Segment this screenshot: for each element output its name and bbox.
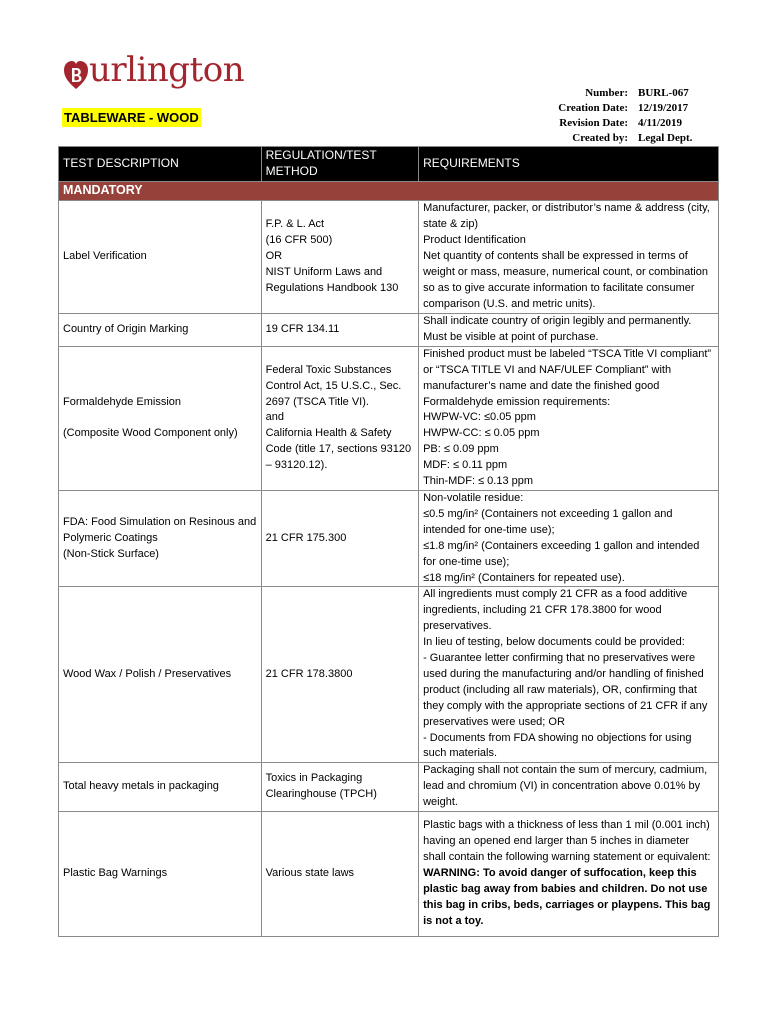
meta-creation-date [530,101,692,116]
test-description-cell [59,346,262,490]
requirements-cell-line: Net quantity of contents shall be expressed in terms of weight or mass, measure, numerical count, or combination so as to give accurate information to facilitate consumer comparison (U.S. and metric units). [423,250,708,310]
test-description-cell-line: (Non-Stick Surface) [63,547,159,560]
test-description-cell-line: (Composite Wood Component only) [63,427,238,440]
burlington-logo [64,44,244,90]
requirements-cell-line: - Guarantee letter confirming that no preservatives were used during the manufacturing and/or handling of finished product (including all raw materials), OR, confirming that they comply with the appropriate sections of 21 CFR if any preservatives were used; OR [423,652,708,728]
regulation-method-cell-line: 21 CFR 175.300 [265,531,347,544]
requirements-cell-line: Plastic bags with a thickness of less than 1 mil (0.001 inch) having an opened end larger than 5 inches in diameter shall contain the following warning statement or equivalent: [423,819,711,864]
meta-label: Revision Date: [559,117,628,129]
requirements-cell-line: Packaging shall not contain the sum of mercury, cadmium, lead and chromium (VI) in concentration above 0.01% by weight. [423,764,708,809]
document-meta [530,86,692,146]
meta-created-by [530,131,692,146]
requirements-cell-line: ≤1.8 mg/in² (Containers exceeding 1 gallon and intended for one-time use); [423,539,700,568]
requirements-cell-line: HWPW-CC: ≤ 0.05 ppm [423,427,540,440]
test-description-cell-line: FDA: Food Simulation on Resinous and Polymeric Coatings [63,515,257,544]
requirements-cell-line: All ingredients must comply 21 CFR as a food additive ingredients, including 21 CFR 178.3800 for wood preservatives. [423,588,688,633]
requirements-cell [419,490,719,586]
meta-value: BURL-067 [638,87,689,99]
test-description-cell-line: Label Verification [63,250,147,263]
section-label: MANDATORY [59,182,719,201]
requirements-cell-line: Formaldehyde emission requirements: [423,395,611,408]
requirements-cell-line: Non-volatile residue: [423,491,524,504]
table-row [59,490,719,586]
regulation-method-cell [261,346,418,490]
table-body [59,201,719,937]
requirements-cell-line: HWPW-VC: ≤0.05 ppm [423,411,536,424]
meta-revision-date [530,116,692,131]
header-requirements: REQUIREMENTS [419,147,719,182]
requirements-cell-line: Shall indicate country of origin legibly and permanently. Must be visible at point of purchase. [423,315,692,343]
test-description-cell-line [63,410,257,426]
requirements-cell [419,812,719,937]
document-title: TABLEWARE - WOOD [64,110,199,125]
heart-b-logo-mark [64,60,88,90]
table-header-row [59,147,719,182]
regulation-method-cell-line: California Health & Safety Code (title 17, sections 93120 – 93120.12). [265,427,412,472]
table-row [59,763,719,812]
warning-statement: WARNING: To avoid danger of suffocation, keep this plastic bag away from babies and children. Do not use this bag in cribs, beds, carriages or playpens. This bag is not a toy. [423,867,711,927]
table-row [59,587,719,763]
table-row [59,812,719,937]
test-description-cell-line: Plastic Bag Warnings [63,867,168,880]
test-description-cell-line: Formaldehyde Emission [63,395,181,408]
test-description-cell [59,763,262,812]
requirements-cell [419,201,719,314]
regulation-method-cell-line: Various state laws [265,867,355,880]
requirements-cell-line: In lieu of testing, below documents could be provided: [423,636,685,649]
requirements-cell-line: Thin-MDF: ≤ 0.13 ppm [423,475,534,488]
table-row [59,201,719,314]
test-description-cell-line: Wood Wax / Polish / Preservatives [63,667,232,680]
regulation-method-cell-line: F.P. & L. Act [265,218,325,231]
requirements-cell [419,587,719,763]
section-row-mandatory [59,182,719,201]
test-description-cell [59,201,262,314]
regulation-method-cell-line: 19 CFR 134.11 [265,322,340,335]
regulation-method-cell-line: OR [265,250,283,263]
regulation-method-cell [261,763,418,812]
regulation-method-cell [261,812,418,937]
requirements-cell-line: ≤18 mg/in² (Containers for repeated use). [423,571,625,584]
regulation-method-cell-line: (16 CFR 500) [265,234,333,247]
test-description-cell [59,490,262,586]
test-description-cell [59,812,262,937]
requirements-cell [419,314,719,347]
requirements-cell-line: ≤0.5 mg/in² (Containers not exceeding 1 gallon and intended for one-time use); [423,507,673,536]
regulation-method-cell-line: and [265,411,284,424]
requirements-table [58,146,719,937]
regulation-method-cell [261,587,418,763]
test-description-cell [59,314,262,347]
meta-value: 12/19/2017 [638,102,689,114]
regulation-method-cell-line: 21 CFR 178.3800 [265,667,353,680]
meta-label: Created by: [572,132,628,144]
requirements-cell [419,346,719,490]
meta-value: 4/11/2019 [638,117,683,129]
meta-label: Creation Date: [558,102,628,114]
table-row [59,346,719,490]
header-test-description: TEST DESCRIPTION [59,147,262,182]
meta-value: Legal Dept. [638,132,693,144]
table-row [59,314,719,347]
requirements-cell-line: MDF: ≤ 0.11 ppm [423,459,508,472]
regulation-method-cell [261,201,418,314]
regulation-method-cell [261,314,418,347]
regulation-method-cell-line: NIST Uniform Laws and Regulations Handbook 130 [265,265,399,294]
regulation-method-cell-line: Federal Toxic Substances Control Act, 15 U.S.C., Sec. 2697 (TSCA Title VI). [265,363,402,408]
regulation-method-cell [261,490,418,586]
brand-name: urlington [89,50,245,90]
requirements-cell-line: Manufacturer, packer, or distributor’s name & address (city, state & zip) [423,202,710,231]
regulation-method-cell-line: Toxics in Packaging Clearinghouse (TPCH) [265,772,377,801]
requirements-cell-line: PB: ≤ 0.09 ppm [423,443,499,456]
meta-number [530,86,692,101]
requirements-cell-line: - Documents from FDA showing no objections for using such materials. [423,731,692,760]
requirements-cell [419,763,719,812]
requirements-cell-line: Finished product must be labeled “TSCA Title VI compliant” or “TSCA TITLE VI and NAF/ULEF Compliant” with manufacturer’s name and date the finished good [423,347,712,392]
requirements-cell-line: Product Identification [423,234,526,247]
header-regulation-method: REGULATION/TEST METHOD [261,147,418,182]
test-description-cell [59,587,262,763]
meta-label: Number: [585,87,628,99]
test-description-cell-line: Total heavy metals in packaging [63,780,219,793]
test-description-cell-line: Country of Origin Marking [63,322,189,335]
